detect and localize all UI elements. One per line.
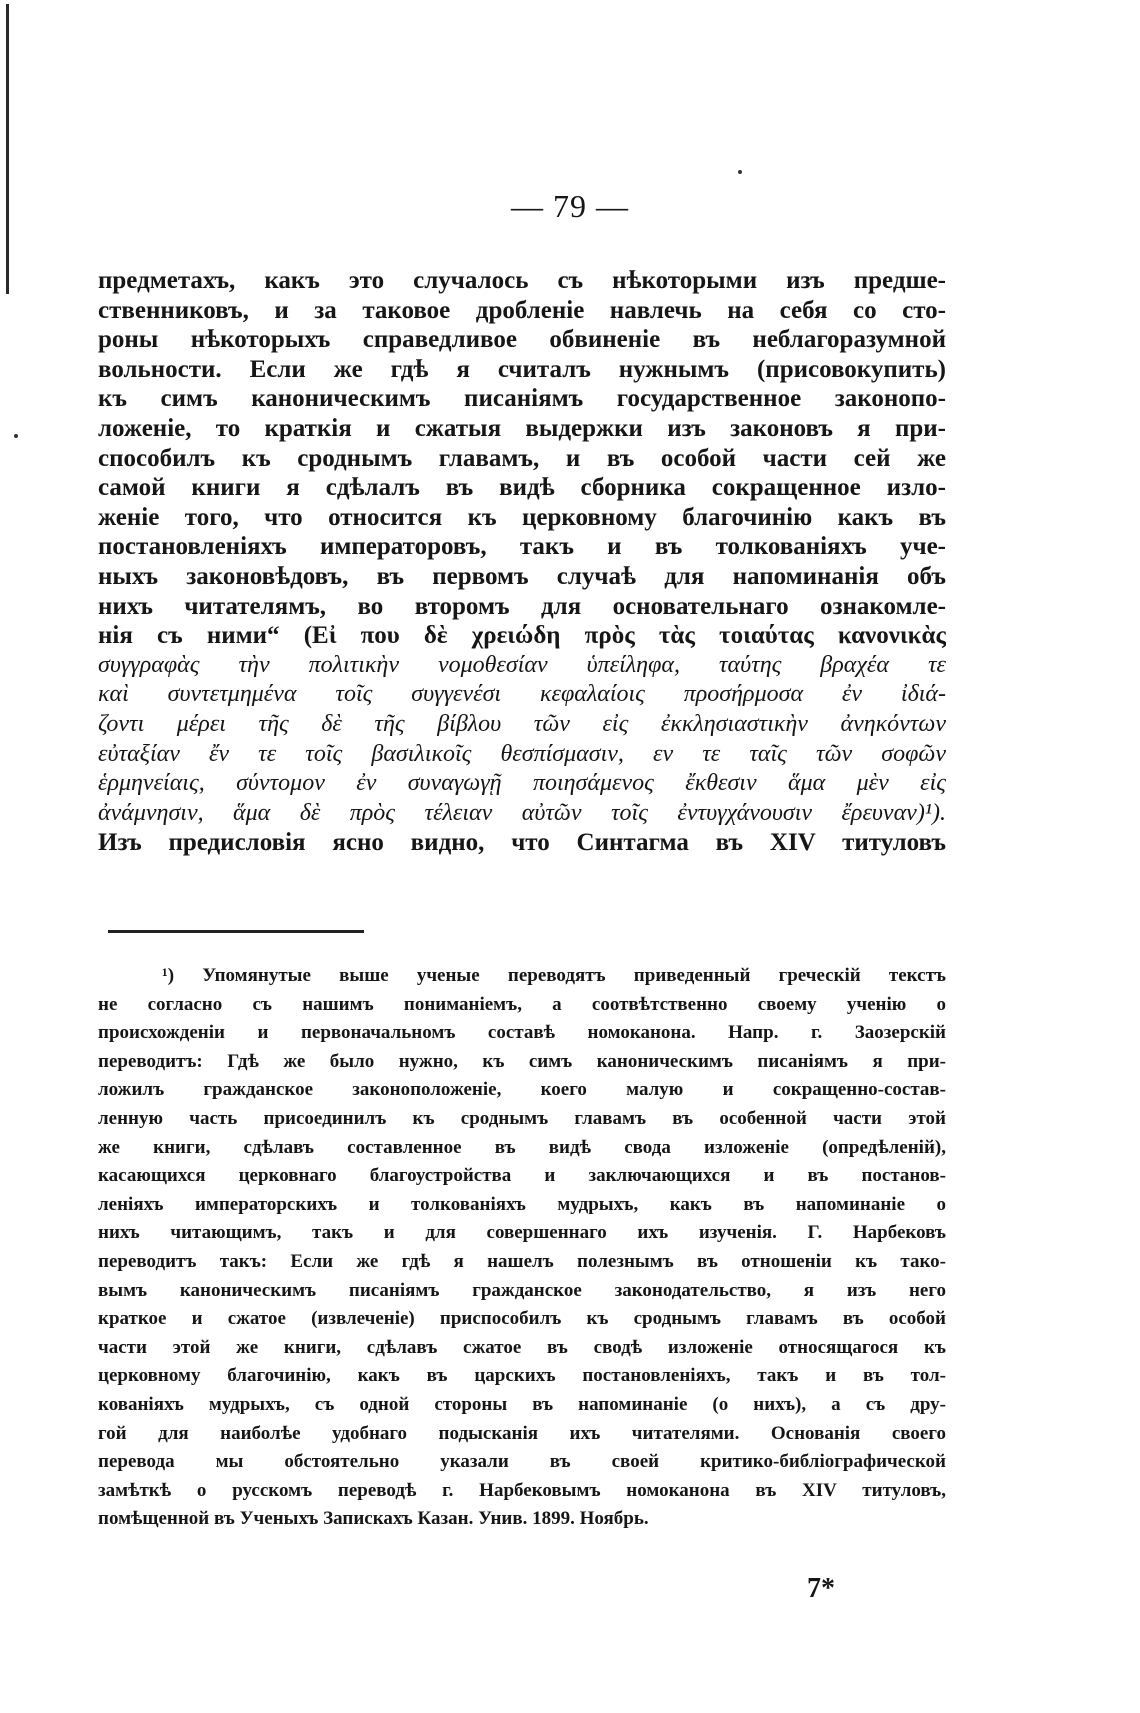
footnote-line: замѣткѣ о русскомъ переводѣ г. Нарбековымъ номоканона въ XIV титуловъ, bbox=[98, 1479, 946, 1501]
footnote-line: происхожденіи и первоначальномъ составѣ номоканона. Напр. г. Заозерскій bbox=[98, 1022, 946, 1044]
text-line: самой книги я сдѣлалъ въ видѣ сборника сокращенное изло- bbox=[98, 474, 946, 502]
footnote-line: части этой же книги, сдѣлавъ сжатое въ сводѣ изложеніе относящагося къ bbox=[98, 1336, 946, 1358]
text-line: нихъ читателямъ, во второмъ для основательнаго ознакомле- bbox=[98, 592, 946, 620]
text-line: къ симъ каноническимъ писаніямъ государственное законопо- bbox=[98, 385, 946, 413]
footnote-line: не согласно съ нашимъ пониманіемъ, а соотвѣтственно своему ученію о bbox=[98, 993, 946, 1015]
footnote-line: кованіяхъ мудрыхъ, съ одной стороны въ напоминаніе (о нихъ), а съ дру- bbox=[98, 1393, 946, 1415]
greek-text-line: εὐταξίαν ἔν τε τοῖς βασιλικοῖς θεσπίσμασιν, εν τε ταῖς τῶν σοφῶν bbox=[98, 740, 946, 767]
footnotes bbox=[98, 962, 946, 1534]
text-line: Изъ предисловія ясно видно, что Синтагма въ XIV титуловъ bbox=[98, 829, 946, 857]
text-line: предметахъ, какъ это случалось съ нѣкоторыми изъ предше- bbox=[98, 267, 946, 294]
footnote-line: гой для наиболѣе удобнаго подысканія ихъ читателями. Основанія своего bbox=[98, 1422, 946, 1444]
main-text bbox=[98, 266, 946, 858]
printer-signature-mark: 7* bbox=[807, 1573, 835, 1604]
text-line: ныхъ законовѣдовъ, въ первомъ случаѣ для напоминанія объ bbox=[98, 562, 946, 590]
footnote-line: ленную часть присоединилъ къ сроднымъ главамъ въ особенной части этой bbox=[98, 1107, 946, 1129]
scan-speck bbox=[14, 434, 18, 438]
greek-text-line: συγγραφὰς τὴν πολιτικὴν νομοθεσίαν ὑπείληφα, ταύτης βραχέα τε bbox=[98, 651, 946, 678]
footnote-line: ложилъ гражданское законоположеніе, коего малую и сокращенно-состав- bbox=[98, 1079, 946, 1101]
footnote-line: помѣщенной въ Ученыхъ Запискахъ Казан. Унив. 1899. Ноябрь. bbox=[98, 1508, 649, 1530]
footnote-line: перевода мы обстоятельно указали въ своей критико-библіографической bbox=[98, 1451, 946, 1473]
scan-edge-line bbox=[6, 4, 9, 294]
footnote-separator bbox=[108, 930, 364, 933]
text-line: ложеніе, то краткія и сжатыя выдержки изъ законовъ я при- bbox=[98, 414, 946, 442]
footnote-line: же книги, сдѣлавъ составленное въ видѣ свода изложеніе (опредѣленій), bbox=[98, 1136, 946, 1158]
footnote-line: переводитъ: Гдѣ же было нужно, къ симъ каноническимъ писаніямъ я при- bbox=[98, 1050, 946, 1072]
text-line: способилъ къ сроднымъ главамъ, и въ особой части сей же bbox=[98, 444, 946, 472]
greek-text-line: καὶ συντετμημένα τοῖς συγγενέσι κεφαλαίοις προσήρμοσα ἐν ἰδιά- bbox=[98, 681, 946, 708]
text-line: вольности. Если же гдѣ я считалъ нужнымъ (присовокупить) bbox=[98, 355, 946, 383]
footnote-line: леніяхъ императорскихъ и толкованіяхъ мудрыхъ, какъ въ напоминаніе о bbox=[98, 1193, 946, 1215]
text-line: ственниковъ, и за таковое дробленіе навлечь на себя со сто- bbox=[98, 296, 946, 324]
footnote-line: ¹) Упомянутые выше ученые переводятъ приведенный греческій текстъ bbox=[162, 965, 946, 986]
text-line: роны нѣкоторыхъ справедливое обвиненіе въ неблагоразумной bbox=[98, 326, 946, 354]
footnote-line: переводитъ такъ: Если же гдѣ я нашелъ полезнымъ въ отношеніи къ тако- bbox=[98, 1250, 946, 1272]
scan-speck bbox=[738, 170, 742, 174]
text-line: постановленіяхъ императоровъ, такъ и въ толкованіяхъ уче- bbox=[98, 533, 946, 561]
greek-text-line: ἀνάμνησιν, ἅμα δὲ πρὸς τέλειαν αὐτῶν τοῖς ἐντυγχάνουσιν ἔρευναν)¹). bbox=[98, 799, 946, 826]
text-line: женіе того, что относится къ церковному благочинію какъ въ bbox=[98, 503, 946, 531]
footnote-line: касающихся церковнаго благоустройства и заключающихся и въ постанов- bbox=[98, 1165, 946, 1187]
footnote-line: вымъ каноническимъ писаніямъ гражданское законодательство, я изъ него bbox=[98, 1279, 946, 1301]
text-line: нія съ ними“ (Εἰ που δὲ χρειώδη πρὸς τὰς τοιαύτας κανονικὰς bbox=[98, 622, 946, 650]
footnote-line: краткое и сжатое (извлеченіе) приспособилъ къ сроднымъ главамъ въ особой bbox=[98, 1308, 946, 1330]
greek-text-line: ζοντι μέρει τῆς δὲ τῆς βίβλου τῶν εἰς ἐκκλησιαστικὴν ἀνηκόντων bbox=[98, 710, 946, 737]
greek-text-line: ἑρμηνείαις, σύντομον ἐν συναγωγῇ ποιησάμενος ἔκθεσιν ἅμα μὲν εἰς bbox=[98, 770, 946, 797]
footnote-line: нихъ читающимъ, такъ и для совершеннаго ихъ изученія. Г. Нарбековъ bbox=[98, 1222, 946, 1244]
footnote-line: церковному благочинію, какъ въ царскихъ постановленіяхъ, такъ и въ тол- bbox=[98, 1365, 946, 1387]
page-number: — 79 — bbox=[511, 188, 629, 224]
